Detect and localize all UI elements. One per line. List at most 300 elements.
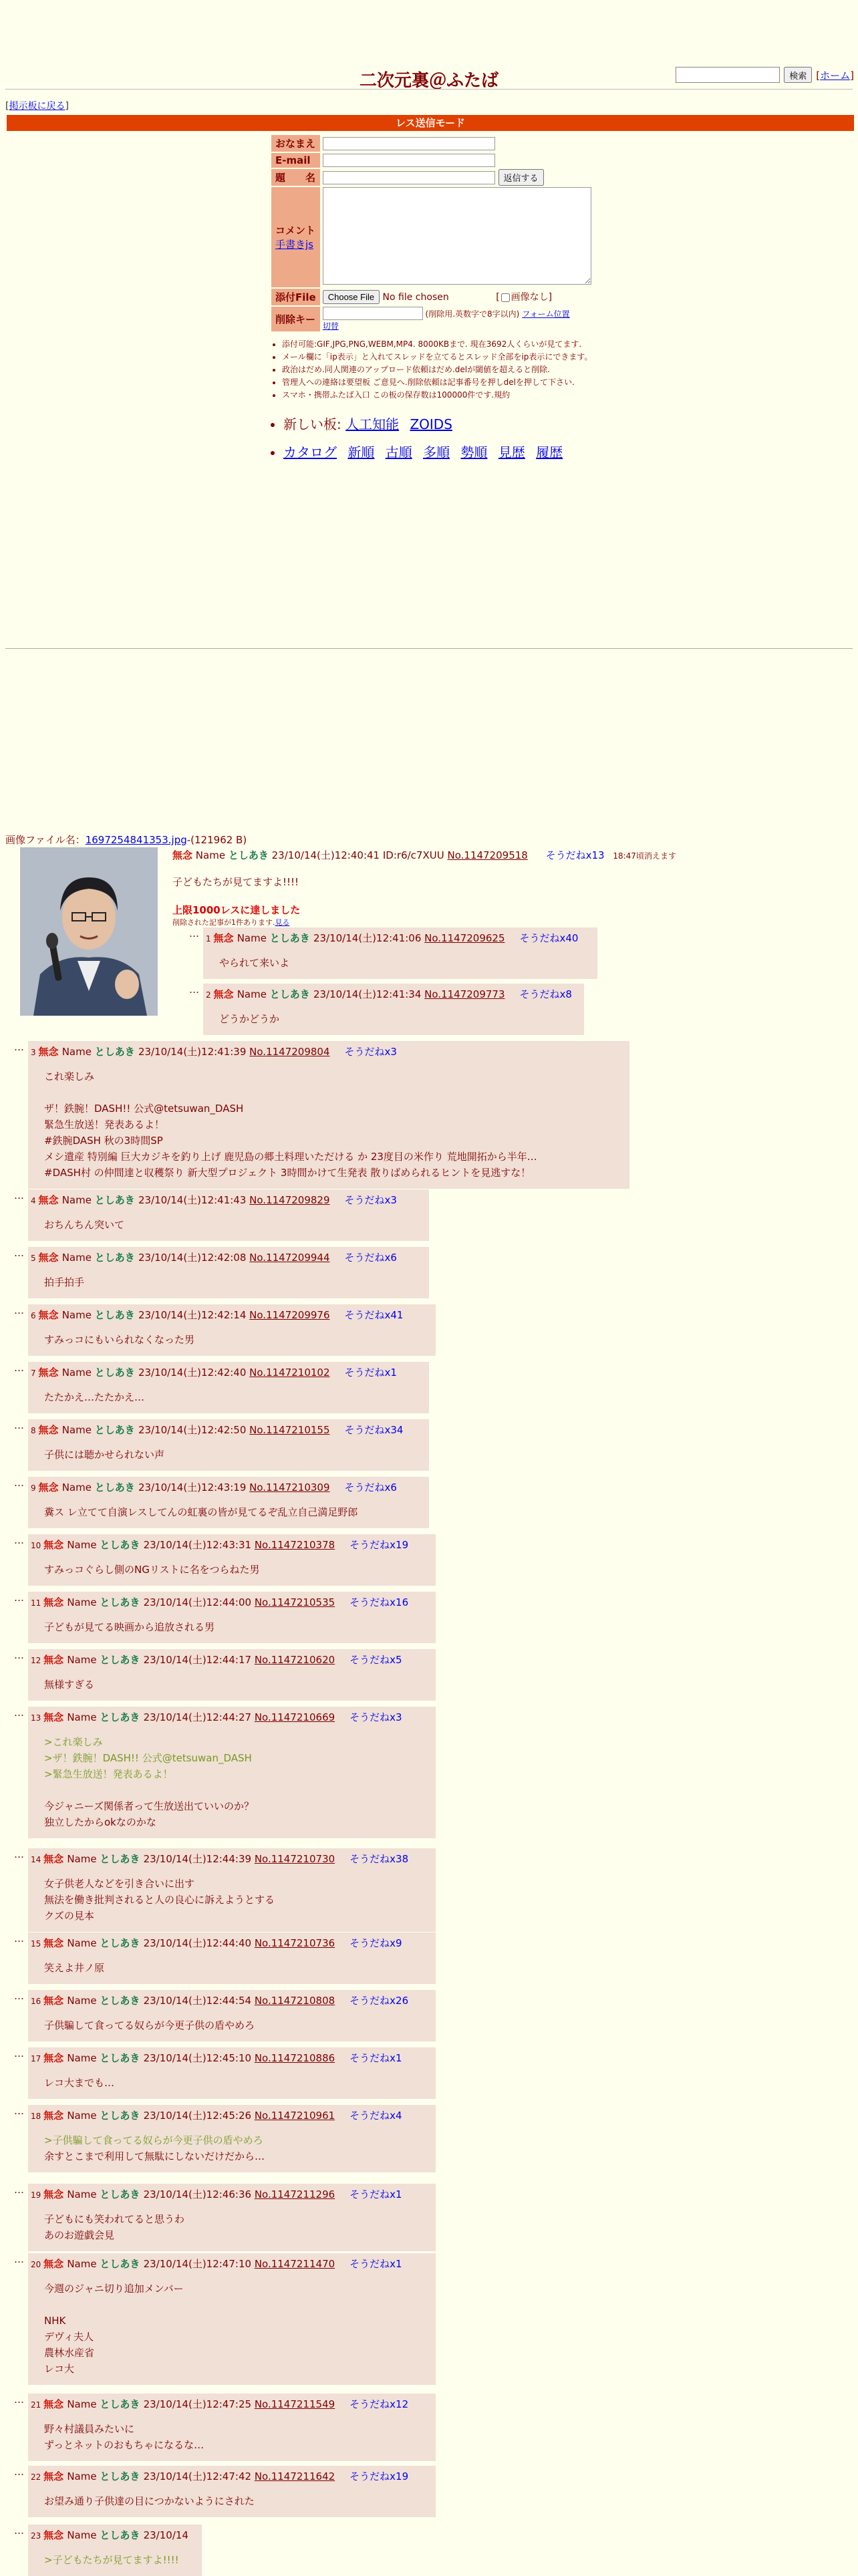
- reply-subject: 無念: [43, 2258, 67, 2270]
- reply-row: [4, 2047, 402, 2089]
- reply-row: [4, 1189, 397, 1231]
- reply-row: [4, 1534, 409, 1576]
- reply-number[interactable]: No.1147211470: [254, 2258, 335, 2270]
- reply-row: [4, 1707, 402, 1828]
- message-line: [44, 2297, 426, 2313]
- op-body: 子どもたちが見てますよ!!!!: [172, 876, 299, 888]
- reply-index: 18: [31, 2112, 44, 2121]
- note-item: • 政治はだめ.同人関連のアップロード依頼はだめ.delが閾値を超えると削除.: [282, 365, 616, 375]
- post-form: おなまえ E-mail 題 名 返信する コメント 手書きjs 添付File Choose File No file chosen [ 画像なし] 削除キー (削除用.英数字で8字以内) フォーム位置 切替: [270, 134, 594, 333]
- board-link-zoids[interactable]: ZOIDS: [410, 416, 452, 432]
- board-link-ai[interactable]: 人工知能: [345, 416, 400, 432]
- reply-dots: …: [14, 1649, 24, 1661]
- file-info-label: 画像ファイル名：: [5, 834, 86, 846]
- reply-index: 22: [31, 2472, 44, 2482]
- reply-name-label: Name: [67, 2470, 100, 2482]
- reply-number[interactable]: No.1147210961: [254, 2110, 335, 2122]
- message-line: ずっとネットのおもちゃになるな…: [44, 2439, 204, 2451]
- reply-name: としあき: [100, 1596, 144, 1608]
- reply-row: [4, 2466, 409, 2507]
- reply-dots: …: [14, 1189, 24, 1201]
- reply-message: [44, 1217, 420, 1233]
- reply-subject: 無念: [43, 1596, 67, 1608]
- reply-date: 23/10/14(土)12:41:34: [313, 988, 425, 1000]
- note-item: • 管理人への連絡は要望板 ご意見へ.削除依頼は記事番号を押しdelを押して下さい.: [282, 378, 616, 388]
- reply-sodane[interactable]: そうだねx1: [349, 2052, 402, 2064]
- reply-number[interactable]: No.1147209773: [424, 988, 505, 1000]
- message-line: デヴィ夫人: [44, 2331, 94, 2343]
- reply-sodane[interactable]: そうだねx4: [349, 2110, 402, 2122]
- reply-date: 23/10/14(土)12:41:06: [313, 932, 425, 944]
- reply-message: [44, 1332, 426, 1348]
- message-line: どうかどうか: [219, 1013, 280, 1025]
- reply-sodane[interactable]: そうだねx38: [349, 1853, 409, 1865]
- message-line: 子どもが見てる映画から追放される男: [44, 1621, 215, 1633]
- reply-message: [44, 2493, 426, 2509]
- message-line: 農林水産省: [44, 2347, 95, 2359]
- op-date: 23/10/14(土)12:40:41: [271, 849, 380, 861]
- reply-index: 13: [31, 1713, 44, 1723]
- reply-row: [4, 2105, 402, 2162]
- reply-dots: …: [14, 2184, 24, 2196]
- reply-header: [31, 2529, 192, 2543]
- message-line: クズの見本: [44, 1910, 94, 1922]
- reply-dots: …: [14, 1362, 24, 1374]
- search-button[interactable]: 検索: [784, 67, 812, 83]
- reply-box: [28, 1592, 436, 1643]
- reply-row: [4, 2253, 402, 2375]
- reply-subject: 無念: [43, 1711, 67, 1723]
- reply-date: 23/10/14(土)12:42:08: [138, 1252, 250, 1264]
- op-expire: 18:47頃消えます: [613, 851, 676, 861]
- message-line: 糞ス レ立てて自演レスしてんの虹裏の皆が見てるぞ乱立自己満足野郎: [44, 1506, 358, 1518]
- reply-box: [28, 2394, 436, 2461]
- subject-input[interactable]: [323, 171, 495, 184]
- switch-link[interactable]: 切替: [322, 321, 339, 331]
- reply-header: [31, 2398, 426, 2412]
- reply-box: [28, 2525, 202, 2576]
- reply-name-label: Name: [67, 2529, 100, 2541]
- reply-header: [31, 2109, 426, 2123]
- reply-box: [203, 984, 584, 1035]
- reply-message: [44, 2421, 426, 2453]
- reply-dots: …: [14, 2394, 24, 2406]
- reply-subject: 無念: [38, 1046, 62, 1058]
- reply-number[interactable]: No.1147209625: [424, 932, 505, 944]
- reply-name-label: Name: [61, 1252, 95, 1264]
- reply-sodane[interactable]: そうだねx40: [519, 932, 579, 944]
- reply-dots: …: [14, 1848, 24, 1860]
- reply-sodane[interactable]: そうだねx9: [349, 1937, 402, 1949]
- reply-dots: …: [14, 2466, 24, 2478]
- message-line: 独立したからokなのかな: [44, 1816, 156, 1828]
- message-line: #DASH村 の仲間達と収穫祭り 新大型プロジェクト 3時間かけて生発表 散りばめられるヒントを見逃すな！: [44, 1167, 531, 1179]
- reply-dots: …: [14, 1990, 24, 2002]
- reply-date: 23/10/14(土)12:45:10: [143, 2052, 255, 2064]
- reply-name-label: Name: [61, 1424, 95, 1436]
- reply-subject: 無念: [43, 2470, 67, 2482]
- message-line: すみっコぐらし側のNGリストに名をつらねた男: [44, 1564, 260, 1576]
- message-line: お望み通り子供達の目につかないようにされた: [44, 2495, 255, 2507]
- reply-box: [28, 1304, 436, 1356]
- notes-list: [270, 339, 616, 403]
- header-divider: [5, 89, 853, 90]
- reply-sodane[interactable]: そうだねx5: [349, 1654, 402, 1666]
- message-line: 緊急生放送！発表あるよ！: [44, 1119, 165, 1131]
- comment-label: コメント: [275, 225, 316, 237]
- file-name-link[interactable]: 1697254841353.jpg: [85, 834, 187, 846]
- reply-name: としあき: [100, 2188, 144, 2200]
- sort-old-link[interactable]: 古順: [385, 444, 412, 460]
- name-input[interactable]: [323, 137, 495, 150]
- reply-name: としあき: [100, 1539, 144, 1551]
- reply-index: 2: [206, 990, 214, 1000]
- reply-name-label: Name: [67, 1937, 100, 1949]
- reply-name: としあき: [269, 988, 313, 1000]
- reply-box: [28, 1933, 436, 1984]
- reply-number[interactable]: No.1147210736: [254, 1937, 335, 1949]
- reply-name: としあき: [100, 2529, 144, 2541]
- reply-subject: 無念: [43, 2110, 67, 2122]
- reply-header: [206, 988, 575, 1002]
- section-divider: [5, 648, 853, 649]
- reply-number[interactable]: No.1147209804: [249, 1046, 330, 1058]
- reply-name-label: Name: [67, 1711, 100, 1723]
- reply-sodane[interactable]: そうだねx6: [344, 1252, 397, 1264]
- reply-name: としあき: [100, 1937, 144, 1949]
- reply-name-label: Name: [67, 1995, 100, 2007]
- reply-index: 19: [31, 2190, 44, 2200]
- sort-momentum-link[interactable]: 勢順: [460, 444, 488, 460]
- message-line: [44, 1782, 426, 1798]
- reply-box: [28, 1990, 436, 2041]
- note-item: • スマホ・携帯ふたば入口 この板の保存数は100000件です.規約: [282, 390, 616, 400]
- reply-name: としあき: [100, 1654, 144, 1666]
- reply-message: [44, 1389, 420, 1405]
- reply-message: [44, 1960, 426, 1976]
- reply-index: 1: [206, 934, 214, 944]
- email-input[interactable]: [323, 154, 495, 167]
- reply-header: [31, 1423, 420, 1437]
- reply-name-label: Name: [67, 1596, 100, 1608]
- limit-warning: 上限1000レスに達しました: [172, 904, 301, 916]
- reply-date: 23/10/14(土)12:43:19: [138, 1481, 250, 1493]
- reply-dots: …: [189, 984, 199, 996]
- message-line: 無様すぎる: [44, 1679, 95, 1691]
- reply-box: [28, 1189, 429, 1241]
- reply-row: [4, 1848, 409, 1922]
- op-name: としあき: [228, 849, 269, 861]
- reply-name: としあき: [100, 2470, 144, 2482]
- reply-message: [44, 1447, 420, 1463]
- reply-subject: 無念: [43, 2188, 67, 2200]
- reply-header: [31, 1366, 420, 1380]
- reply-index: 6: [31, 1311, 39, 1320]
- message-line: すみっコにもいられなくなった男: [44, 1334, 195, 1346]
- reply-sodane[interactable]: そうだねx19: [349, 1539, 409, 1551]
- reply-subject: 無念: [213, 988, 237, 1000]
- message-line: 今ジャニーズ関係者って生放送出ていいのか？: [44, 1800, 254, 1812]
- message-line: 無法を働き批判されると人の良心に訴えようとする: [44, 1894, 275, 1906]
- reply-name: としあき: [100, 2052, 144, 2064]
- reply-name: としあき: [94, 1252, 138, 1264]
- quote-line: >子どもたちが見てますよ!!!!: [44, 2554, 179, 2566]
- reply-subject: 無念: [43, 1654, 67, 1666]
- message-line: 拍手拍手: [44, 1276, 85, 1288]
- message-line: 余すとこまで利用して無駄にしないだけだから…: [44, 2150, 265, 2162]
- reply-date: 23/10/14(土)12:42:40: [138, 1367, 250, 1379]
- page-title: 二次元裏＠ふたば: [359, 71, 498, 91]
- comment-textarea[interactable]: [323, 187, 591, 285]
- reply-sodane[interactable]: そうだねx6: [344, 1481, 397, 1493]
- reply-number[interactable]: No.1147209829: [249, 1194, 330, 1206]
- reply-message: [44, 1068, 620, 1181]
- reply-subject: 無念: [38, 1194, 62, 1206]
- reply-box: [28, 1041, 629, 1189]
- file-choose-button[interactable]: Choose File: [323, 290, 380, 304]
- reply-index: 9: [31, 1483, 39, 1493]
- reply-index: 11: [31, 1598, 44, 1608]
- message-line: レコ大: [44, 2363, 75, 2375]
- op-subject: 無念: [172, 849, 193, 861]
- reply-box: [28, 1649, 436, 1701]
- reply-name-label: Name: [67, 2110, 100, 2122]
- reply-row: [179, 984, 572, 1025]
- reply-number[interactable]: No.1147210102: [249, 1367, 330, 1379]
- reply-header: [31, 1994, 426, 2008]
- reply-date: 23/10/14(土)12:43:31: [143, 1539, 255, 1551]
- reply-row: [4, 1933, 402, 1974]
- message-line: 子どもにも笑われてると思うわ: [44, 2213, 185, 2225]
- file-size: -(121962 B): [186, 834, 247, 846]
- reply-row: [179, 927, 579, 969]
- reply-row: [4, 1419, 404, 1461]
- sort-many-link[interactable]: 多順: [423, 444, 450, 460]
- subject-label: 題 名: [271, 169, 320, 186]
- reply-message: [44, 1734, 426, 1830]
- reply-message: [44, 1562, 426, 1578]
- reply-index: 17: [31, 2054, 44, 2063]
- reply-header: [31, 1937, 426, 1951]
- reply-sodane[interactable]: そうだねx3: [349, 1711, 402, 1723]
- reply-row: [4, 1477, 397, 1518]
- reply-number[interactable]: No.1147210155: [249, 1424, 330, 1436]
- message-line: [44, 1085, 620, 1101]
- back-link-wrap: [掲示板に戻る]: [5, 101, 69, 112]
- delkey-input[interactable]: [323, 307, 423, 320]
- reply-number[interactable]: No.1147211296: [254, 2188, 335, 2200]
- reply-date: 23/10/14: [143, 2529, 188, 2541]
- op-post: [172, 847, 676, 927]
- message-line: 女子供老人などを引き合いに出す: [44, 1878, 195, 1890]
- quote-line: >子供騙して食ってる奴らが今更子供の盾やめろ: [44, 2134, 263, 2146]
- reply-number[interactable]: No.1147210309: [249, 1481, 330, 1493]
- reply-date: 23/10/14(土)12:47:25: [143, 2398, 255, 2410]
- history-link[interactable]: 履歴: [536, 444, 563, 460]
- reply-name: としあき: [94, 1367, 138, 1379]
- catalog-link[interactable]: カタログ: [283, 444, 337, 460]
- reply-number[interactable]: No.1147210808: [254, 1995, 335, 2007]
- reply-number[interactable]: No.1147211642: [254, 2470, 335, 2482]
- handwrite-link[interactable]: 手書きjs: [275, 239, 313, 251]
- reply-header: [31, 1251, 420, 1265]
- reply-sodane[interactable]: そうだねx34: [344, 1424, 404, 1436]
- reply-subject: 無念: [38, 1309, 62, 1321]
- reply-number[interactable]: No.1147210535: [254, 1596, 335, 1608]
- reply-name-label: Name: [67, 2398, 100, 2410]
- file-label: 添付File: [271, 289, 320, 305]
- reply-header: [31, 1481, 420, 1495]
- reply-index: 8: [31, 1426, 39, 1435]
- quote-line: >ザ！鉄腕！DASH!! 公式@tetsuwan_DASH: [44, 1752, 252, 1764]
- mode-bar: レス送信モード: [7, 115, 854, 131]
- view-history-link[interactable]: 見歴: [498, 444, 525, 460]
- op-sodane[interactable]: そうだねx13: [545, 849, 605, 861]
- no-image-checkbox[interactable]: [501, 293, 510, 302]
- reply-number[interactable]: No.1147209976: [249, 1309, 330, 1321]
- reply-row: [4, 1247, 397, 1288]
- reply-number[interactable]: No.1147210620: [254, 1654, 335, 1666]
- reply-header: [31, 1538, 426, 1552]
- reply-row: [4, 1304, 404, 1346]
- reply-header: [31, 1193, 420, 1207]
- reply-name-label: Name: [67, 1539, 100, 1551]
- reply-name: としあき: [94, 1424, 138, 1436]
- op-thumbnail[interactable]: [20, 847, 158, 1016]
- reply-index: 7: [31, 1369, 39, 1378]
- reply-row: [4, 1041, 537, 1179]
- reply-message: [44, 2075, 426, 2091]
- reply-header: [31, 2188, 426, 2202]
- message-line: 子供騙して食ってる奴らが今更子供の盾やめろ: [44, 2019, 255, 2031]
- reply-number[interactable]: No.1147210886: [254, 2052, 335, 2064]
- op-id: ID:r6/c7XUU: [382, 849, 444, 861]
- reply-name: としあき: [94, 1046, 138, 1058]
- form-position-link[interactable]: フォーム位置: [522, 309, 570, 319]
- reply-name-label: Name: [61, 1481, 95, 1493]
- show-deleted-link[interactable]: 見る: [275, 918, 290, 927]
- reply-name-label: Name: [61, 1309, 95, 1321]
- reply-dots: …: [14, 1304, 24, 1316]
- reply-name-label: Name: [67, 2188, 100, 2200]
- reply-header: [31, 1653, 426, 1667]
- reply-name: としあき: [100, 1711, 144, 1723]
- reply-date: 23/10/14(土)12:41:39: [138, 1046, 250, 1058]
- message-line: #鉄腕DASH 秋の3時間SP: [44, 1135, 163, 1147]
- reply-sodane[interactable]: そうだねx3: [344, 1194, 397, 1206]
- reply-message: [44, 2211, 426, 2243]
- note-item: • 添付可能:GIF,JPG,PNG,WEBM,MP4. 8000KBまで. 現在3692人くらいが見てます.: [282, 339, 616, 349]
- reply-number[interactable]: No.1147210378: [254, 1539, 335, 1551]
- reply-dots: …: [14, 1041, 24, 1053]
- reply-sodane[interactable]: そうだねx1: [349, 2258, 402, 2270]
- reply-sodane[interactable]: そうだねx1: [344, 1367, 397, 1379]
- reply-subject: 無念: [38, 1252, 62, 1264]
- file-status: No file chosen: [382, 292, 449, 303]
- reply-name: としあき: [100, 2258, 144, 2270]
- reply-number[interactable]: No.1147210730: [254, 1853, 335, 1865]
- reply-dots: …: [14, 1247, 24, 1259]
- op-number[interactable]: No.1147209518: [447, 849, 528, 861]
- reply-message: [44, 1619, 426, 1635]
- reply-name-label: Name: [61, 1194, 95, 1206]
- new-boards: [270, 416, 818, 433]
- message-line: NHK: [44, 2315, 66, 2327]
- reply-name-label: Name: [61, 1367, 95, 1379]
- back-link[interactable]: 掲示板に戻る: [9, 101, 65, 112]
- reply-index: 5: [31, 1254, 39, 1263]
- reply-box: [28, 1419, 429, 1471]
- reply-message: [44, 1504, 420, 1520]
- reply-subject: 無念: [43, 1995, 67, 2007]
- reply-sodane[interactable]: そうだねx1: [349, 2188, 402, 2200]
- thumbnail-image: [20, 847, 158, 1016]
- reply-box: [28, 2466, 436, 2517]
- reply-sodane[interactable]: そうだねx12: [349, 2398, 409, 2410]
- message-line: ザ！鉄腕！DASH!! 公式@tetsuwan_DASH: [44, 1103, 244, 1115]
- message-line: レコ大までも…: [44, 2077, 115, 2089]
- message-line: 子供には聴かせられない声: [44, 1449, 165, 1461]
- reply-date: 23/10/14(土)12:42:50: [138, 1424, 250, 1436]
- reply-sodane[interactable]: そうだねx26: [349, 1995, 409, 2007]
- reply-row: [4, 2394, 409, 2451]
- reply-sodane[interactable]: そうだねx16: [349, 1596, 409, 1608]
- reply-message: [219, 955, 588, 971]
- reply-box: [28, 1477, 429, 1528]
- reply-header: [31, 1045, 620, 1059]
- reply-sodane[interactable]: そうだねx3: [344, 1046, 397, 1058]
- reply-name: としあき: [100, 1995, 144, 2007]
- reply-dots: …: [14, 1592, 24, 1604]
- reply-message: [219, 1011, 575, 1027]
- reply-subject: 無念: [43, 1853, 67, 1865]
- reply-index: 16: [31, 1997, 44, 2006]
- file-info: [5, 833, 247, 847]
- reply-sodane[interactable]: そうだねx8: [519, 988, 572, 1000]
- submit-button[interactable]: 返信する: [498, 169, 544, 186]
- sort-new-link[interactable]: 新順: [347, 444, 375, 460]
- reply-subject: 無念: [213, 932, 237, 944]
- reply-name: としあき: [94, 1481, 138, 1493]
- catalog-nav: [270, 444, 818, 461]
- reply-date: 23/10/14(土)12:42:14: [138, 1309, 250, 1321]
- message-line: 笑えよ井ノ原: [44, 1962, 105, 1974]
- reply-row: [4, 2184, 402, 2241]
- reply-box: [28, 1362, 429, 1413]
- deleted-note: 削除された記事が1件あります.: [172, 918, 275, 927]
- reply-sodane[interactable]: そうだねx41: [344, 1309, 404, 1321]
- reply-name-label: Name: [61, 1046, 95, 1058]
- reply-dots: …: [14, 1933, 24, 1945]
- reply-sodane[interactable]: そうだねx19: [349, 2470, 409, 2482]
- reply-index: 20: [31, 2260, 44, 2269]
- home-link[interactable]: ホーム: [820, 69, 851, 82]
- reply-box: [28, 2253, 436, 2385]
- reply-number[interactable]: No.1147210669: [254, 1711, 335, 1723]
- reply-number[interactable]: No.1147211549: [254, 2398, 335, 2410]
- reply-row: [4, 1649, 402, 1691]
- reply-row: [4, 1990, 409, 2031]
- op-name-label: Name: [195, 849, 226, 861]
- reply-message: [44, 2017, 426, 2033]
- reply-number[interactable]: No.1147209944: [249, 1252, 330, 1264]
- search-input[interactable]: [676, 67, 780, 83]
- quote-line: >緊急生放送！発表あるよ！: [44, 1768, 173, 1780]
- message-line: たたかえ…たたかえ…: [44, 1391, 145, 1403]
- reply-dots: …: [189, 927, 199, 940]
- new-boards-label: 新しい板:: [283, 416, 341, 432]
- reply-name-label: Name: [237, 988, 270, 1000]
